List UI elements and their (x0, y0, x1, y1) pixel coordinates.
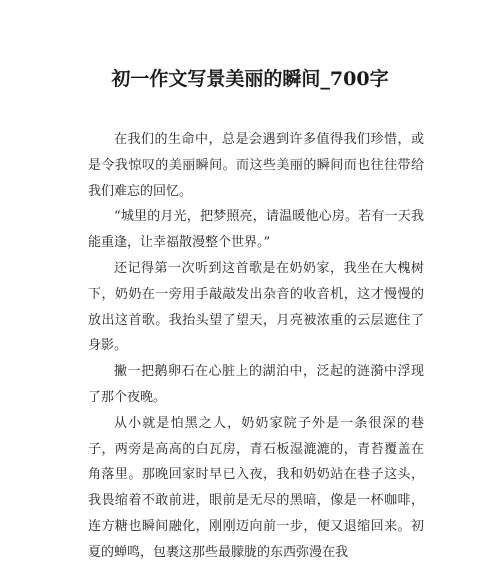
paragraph-pebble: 撇一把鹅卵石在心脏上的湖泊中，泛起的涟漪中浮现了那个夜晚。 (88, 364, 424, 405)
paragraph-alley: 从小就是怕黑之人，奶奶家院子外是一条很深的巷子，两旁是高高的白瓦房，青石板湿漉漉的，青苔覆盖在角落里。那晚回家时早已入夜，我和奶奶站在巷子这头，我畏缩着不敢前进，眼前是无尽的黑暗，像是一杯咖啡，连方糖也瞬间融化，刚刚迈向前一步，便又退缩回来。初夏的蝉鸣，包裹这那些最朦胧的东西弥漫在我 (88, 415, 424, 560)
paragraph-intro: 在我们的生命中，总是会遇到许多值得我们珍惜，或是令我惊叹的美丽瞬间。而这些美丽的瞬间而也往往带给我们难忘的回忆。 (88, 132, 424, 199)
paragraph-memory: 还记得第一次听到这首歌是在奶奶家，我坐在大槐树下，奶奶在一旁用手敲敲发出杂音的收音机，这才慢慢的放出这首歌。我抬头望了望天，月亮被浓重的云层遮住了身影。 (88, 260, 424, 354)
document-body (88, 127, 424, 566)
paragraph-song-lyrics: “城里的月光，把梦照亮，请温暖他心房。若有一天我能重逢，让幸福散漫整个世界。” (88, 209, 424, 251)
document-title: 初一作文写景美丽的瞬间_700字 (111, 68, 389, 90)
